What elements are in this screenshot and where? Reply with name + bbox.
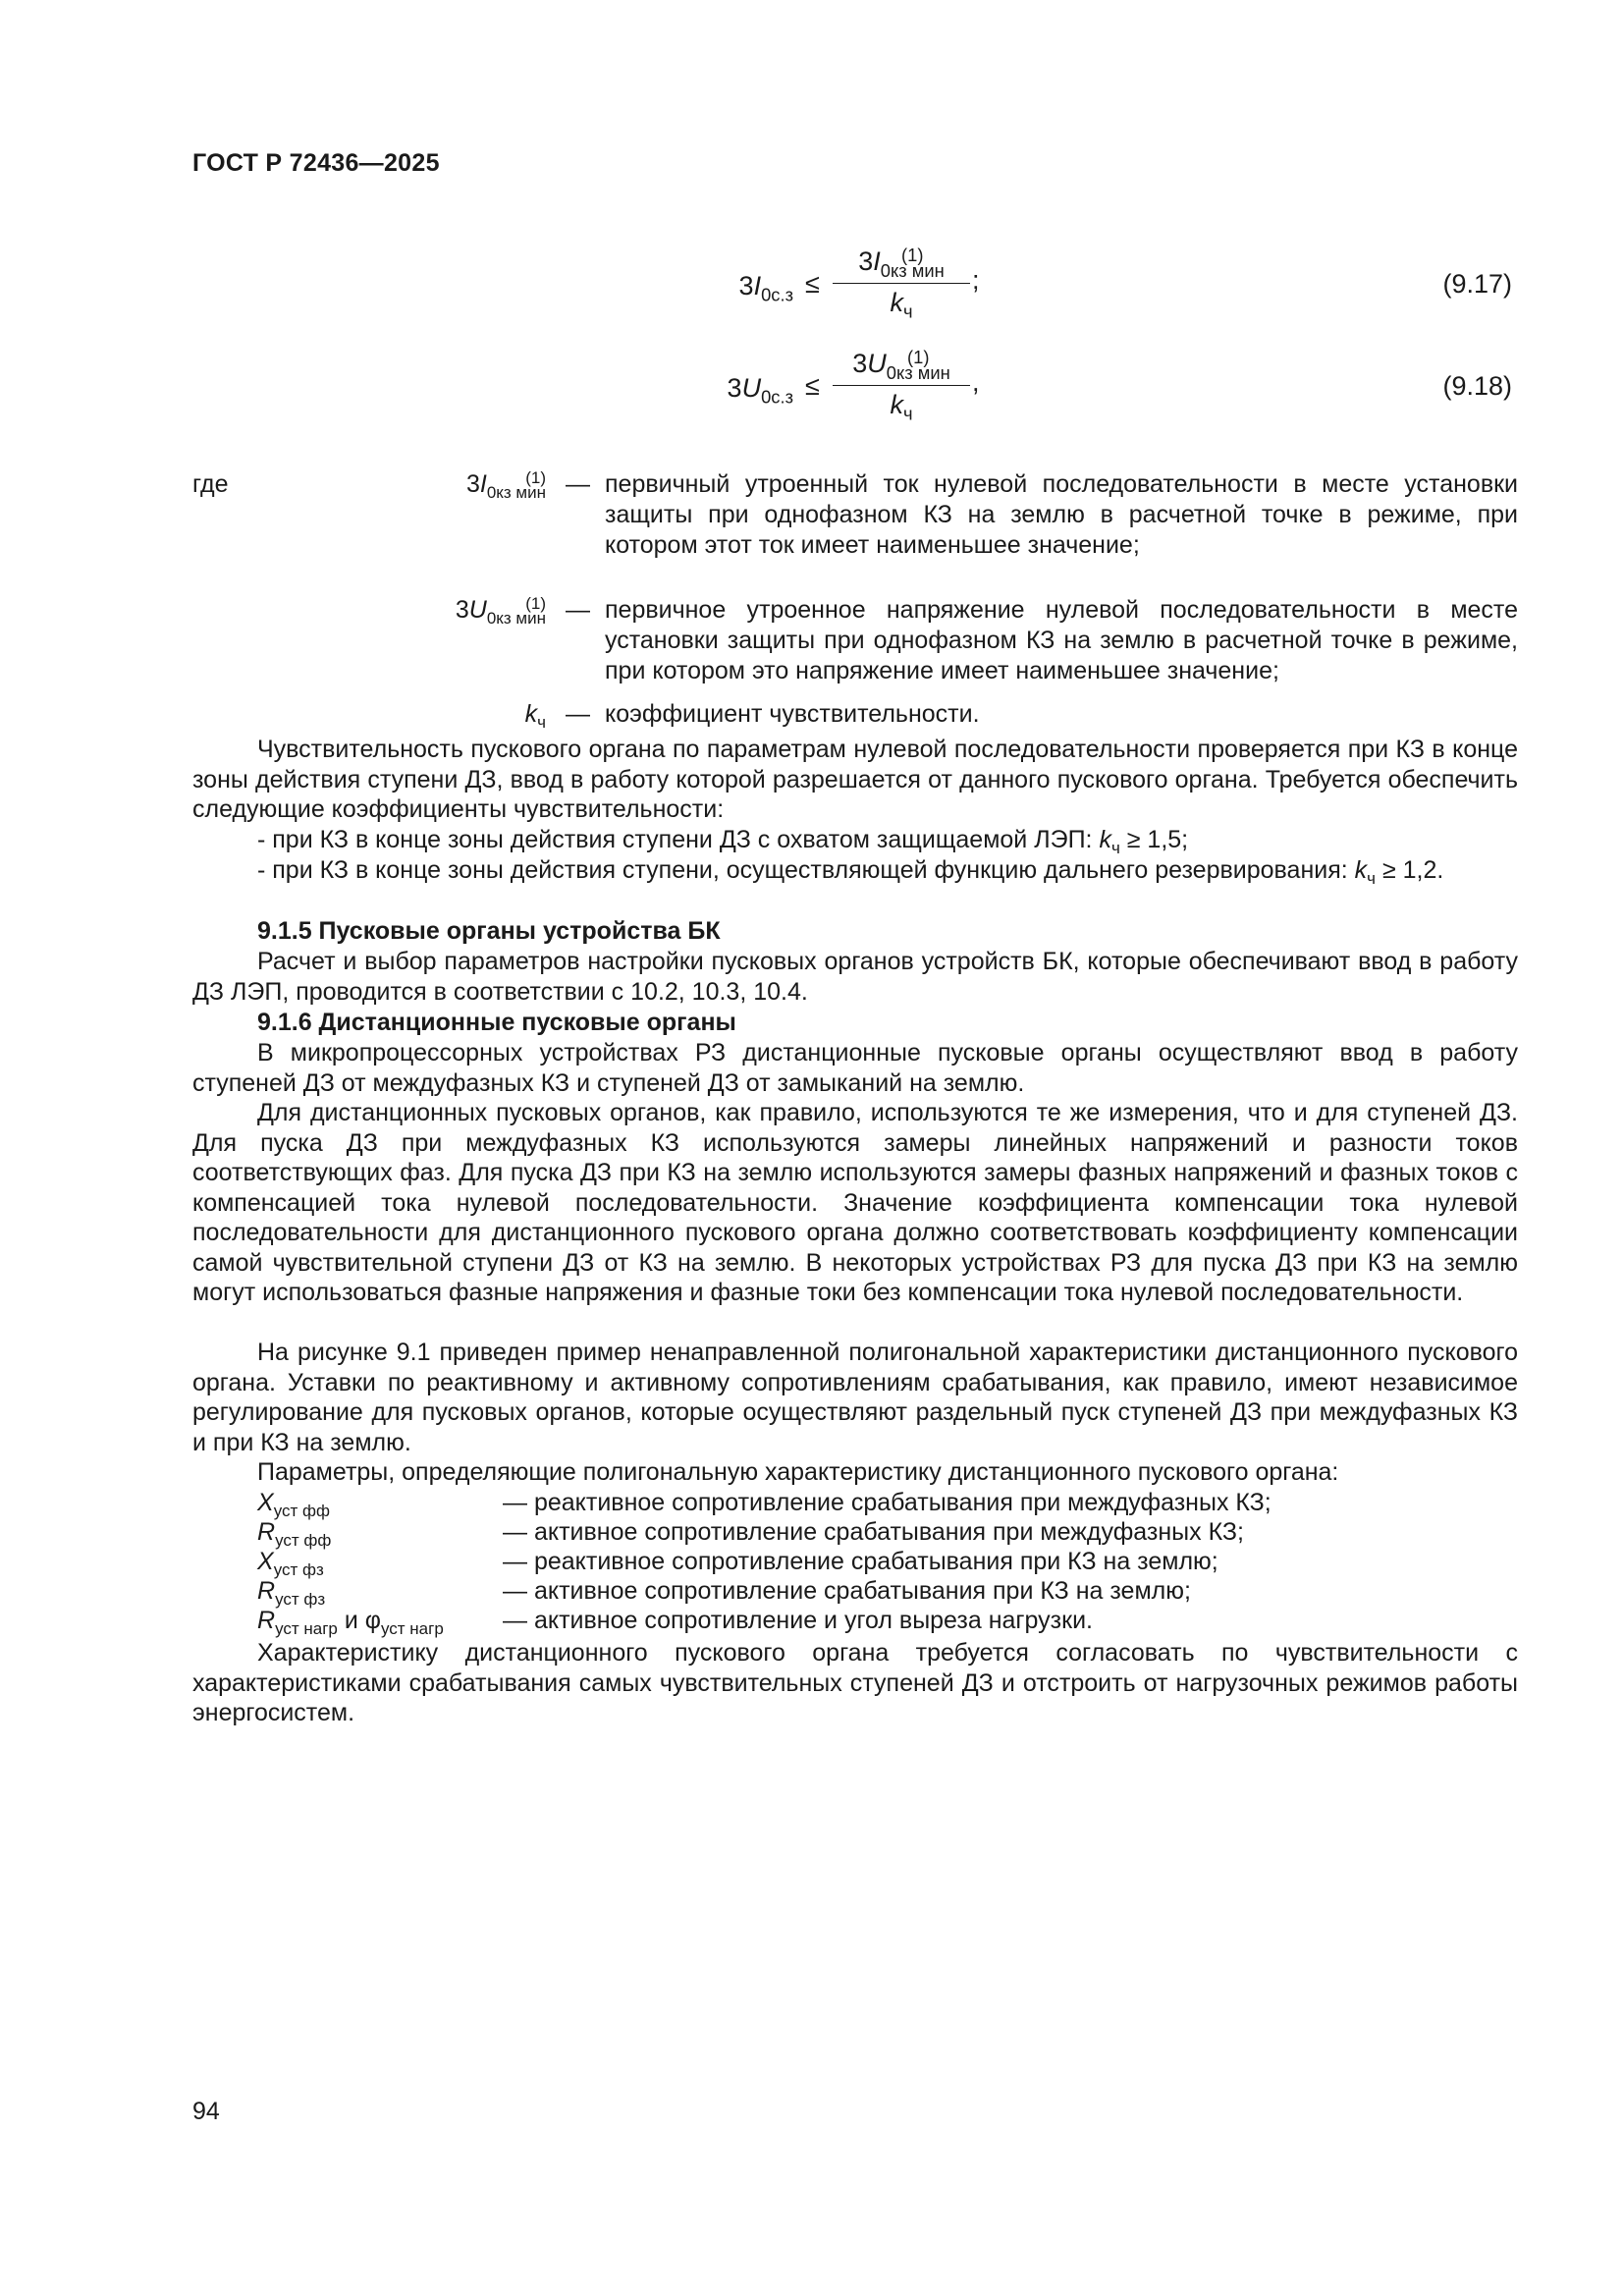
denominator: $k_ч$ xyxy=(890,288,913,322)
less-equal-sign: ≤ xyxy=(805,269,820,299)
paragraph-coordination: Характеристику дистанционного пускового органа требуется согласовать по чувствительности с характеристиками срабатывания самых чувствительных ступеней ДЗ и отстроить от нагрузочных режимов работы энергосистем. xyxy=(192,1639,1518,1726)
formula-punct: , xyxy=(972,367,980,397)
equation-number: (9.18) xyxy=(1442,371,1512,401)
parameter-row: $X_{уст фф}$ — реактивное сопротивление срабатывания при междуфазных КЗ; xyxy=(257,1489,1271,1520)
paragraph-bk: Расчет и выбор параметров настройки пусковых органов устройств БК, которые обеспечивают ввод в работу ДЗ ЛЭП, проводится в соответствии с 10.2, 10.3, 10.4. xyxy=(192,948,1518,1006)
equation-number: (9.17) xyxy=(1442,269,1512,299)
parameter-row: $R_{уст фф}$ — активное сопротивление срабатывания при междуфазных КЗ; xyxy=(257,1518,1244,1550)
paragraph-measurements: Для дистанционных пусковых органов, как правило, используются те же измерения, что и для ступеней ДЗ. Для пуска ДЗ при междуфазных КЗ используются замеры линейных напряжений и разности токов соответствующих фаз. Для пуска ДЗ при КЗ на землю используются замеры фазных напряжений и фазных токов с компенсацией тока нулевой последовательности. Значение коэффициента компенсации тока нулевой последовательности для дистанционного пускового органа должно соответствовать коэффициенту компенсации самой чувствительной ступени ДЗ от КЗ на землю. В некоторых устройствах РЗ для пуска ДЗ при КЗ на землю могут использоваться фазные напряжения и фазные токи без компенсации тока нулевой последовательности. xyxy=(192,1099,1518,1306)
section-heading-9-1-6: 9.1.6 Дистанционные пусковые органы xyxy=(257,1009,736,1036)
paragraph-parameters: Параметры, определяющие полигональную характеристику дистанционного пускового органа: xyxy=(257,1458,1339,1486)
paragraph-microprocessor: В микропроцессорных устройствах РЗ дистанционные пусковые органы осуществляют ввод в работу ступеней ДЗ от междуфазных КЗ и ступеней ДЗ от замыканий на землю. xyxy=(192,1039,1518,1097)
parameters-list xyxy=(257,1488,1524,1638)
formula-9-18 xyxy=(677,338,1512,428)
list-item-2: - при КЗ в конце зоны действия ступени, осуществляющей функцию дальнего резервирования: $k_ч \ge 1,2$. xyxy=(257,856,1444,888)
formula-lhs: $3U_{0с.з}$ xyxy=(727,373,793,408)
where-label: где xyxy=(192,470,229,498)
paragraph-figure-9-1: На рисунке 9.1 приведен пример ненаправленной полигональной характеристики дистанционного пускового органа. Уставки по реактивному и активному сопротивлениям срабатывания, как правило, имеют независимое регулирование для пусковых органов, которые осуществляют раздельный пуск ступеней ДЗ при междуфазных КЗ и при КЗ на землю. xyxy=(192,1339,1518,1456)
page-number: 94 xyxy=(192,2098,220,2125)
numerator: 3I (1) 0кз мин xyxy=(858,244,945,281)
where-description: первичный утроенный ток нулевой последовательности в месте установки защиты при однофазном КЗ на землю в расчетной точке в режиме, при котором этот ток имеет наименьшее значение; xyxy=(605,470,1518,559)
fraction xyxy=(833,236,970,321)
parameter-row: $R_{уст фз}$ — активное сопротивление срабатывания при КЗ на землю; xyxy=(257,1577,1191,1609)
section-heading-9-1-5: 9.1.5 Пусковые органы устройства БК xyxy=(257,917,721,945)
denominator: $k_ч$ xyxy=(890,390,913,424)
parameter-row: $X_{уст фз}$ — реактивное сопротивление срабатывания при КЗ на землю; xyxy=(257,1548,1218,1579)
parameter-row: $R_{уст нагр}$ и $\varphi_{уст нагр}$ — активное сопротивление и угол выреза нагрузки. xyxy=(257,1607,1093,1638)
formula-punct: ; xyxy=(972,265,980,295)
where-description: первичное утроенное напряжение нулевой последовательности в месте установки защиты при однофазном КЗ на землю в расчетной точке в режиме, при котором это напряжение имеет наименьшее значение; xyxy=(605,596,1518,684)
where-term: $k_ч$ xyxy=(524,700,546,732)
formula-lhs: $3I_{0с.з}$ xyxy=(738,271,793,305)
fraction xyxy=(833,338,970,423)
where-item-3: $k_ч$ — коэффициент чувствительности. xyxy=(192,699,1518,730)
where-item-1: где 3I (1) 0кз мин — первичный утроенный ток нулевой последовательности в месте установки защиты при однофазном КЗ на землю в расчетной точке в режиме, при котором этот ток имеет наименьшее значение; xyxy=(192,468,1518,559)
where-description: коэффициент чувствительности. xyxy=(605,700,980,728)
numerator: 3U (1) 0кз мин xyxy=(852,346,950,383)
where-item-2: 3U (1) 0кз мин — первичное утроенное напряжение нулевой последовательности в месте установки защиты при однофазном КЗ на землю в расчетной точке в режиме, при котором это напряжение имеет наименьшее значение; xyxy=(455,594,1518,684)
formula-9-17 xyxy=(677,236,1512,326)
document-header: ГОСТ Р 72436—2025 xyxy=(192,149,440,177)
paragraph-sensitivity: Чувствительность пускового органа по параметрам нулевой последовательности проверяется при КЗ в конце зоны действия ступени ДЗ, ввод в работу которой разрешается от данного пускового органа. Требуется обеспечить следующие коэффициенты чувствительности: xyxy=(192,736,1518,823)
where-term: 3U (1) 0кз мин xyxy=(455,594,546,629)
list-item-1: - при КЗ в конце зоны действия ступени ДЗ с охватом защищаемой ЛЭП: $k_ч \ge 1,5$; xyxy=(257,826,1189,857)
less-equal-sign: ≤ xyxy=(805,371,820,401)
where-term: 3I (1) 0кз мин xyxy=(465,468,546,503)
